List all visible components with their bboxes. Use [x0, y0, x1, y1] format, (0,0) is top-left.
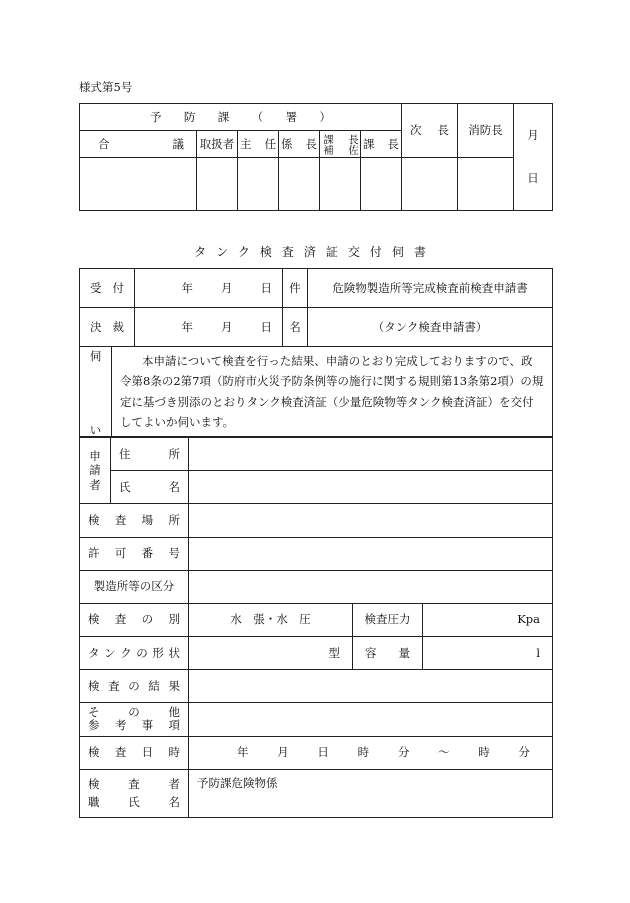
stamp-assistant-chief[interactable] — [320, 158, 361, 211]
subject-line-1: 危険物製造所等完成検査前検査申請書 — [308, 269, 553, 308]
inspection-result-label: 検 査 の 結 果 — [80, 670, 189, 703]
capacity-label: 容 量 — [353, 637, 423, 670]
capacity-value[interactable]: l — [423, 637, 553, 670]
name-label: 氏 名 — [111, 471, 189, 504]
permit-number-label: 許 可 番 号 — [80, 537, 189, 570]
stamp-section-chief[interactable] — [279, 158, 320, 211]
handler-header: 取扱者 — [197, 131, 238, 158]
other-notes-label: そ の 他 参 考 事 項 — [80, 703, 189, 736]
stamp-consultation[interactable] — [80, 158, 197, 211]
subject-line-2: （タンク検査申請書） — [308, 308, 553, 347]
address-label: 住 所 — [111, 438, 189, 471]
tank-shape-value[interactable]: 型 — [189, 637, 353, 670]
subject-label-1: 件 — [283, 269, 308, 308]
stamp-chief[interactable] — [238, 158, 279, 211]
stamp-vice-director[interactable] — [402, 158, 458, 211]
month-day-cell: 月 日 — [514, 104, 553, 211]
received-label: 受 付 — [80, 269, 135, 308]
consultation-header: 合 議 — [80, 131, 197, 158]
facility-class-value[interactable] — [189, 570, 553, 603]
inspector-label: 検 査 者 職 氏 名 — [80, 769, 189, 817]
inspection-datetime-value[interactable]: 年 月 日 時 分 ～ 時 分 — [189, 736, 553, 769]
other-notes-value[interactable] — [189, 703, 553, 736]
applicant-group-label: 申 請 者 — [80, 438, 111, 504]
assistant-chief-header: 課補 長佐 — [320, 131, 361, 158]
received-date[interactable]: 年 月 日 — [135, 269, 283, 308]
address-value[interactable] — [189, 438, 553, 471]
fire-chief-header: 消防長 — [458, 104, 514, 158]
inspection-type-value: 水 張・水 圧 — [189, 603, 353, 636]
subject-label-2: 名 — [283, 308, 308, 347]
details-table — [79, 437, 553, 818]
pressure-label: 検査圧力 — [353, 603, 423, 636]
inspection-place-label: 検 査 場 所 — [80, 504, 189, 537]
dept-header: 予 防 課 （ 署 ） — [80, 104, 402, 131]
inquiry-table — [79, 346, 553, 437]
stamp-handler[interactable] — [197, 158, 238, 211]
name-value[interactable] — [189, 471, 553, 504]
decided-label: 決 裁 — [80, 308, 135, 347]
section-chief-header: 係 長 — [279, 131, 320, 158]
document-title: タンク検査済証交付伺書 — [194, 245, 436, 259]
stamp-division-chief[interactable] — [361, 158, 402, 211]
tank-shape-label: タ ン ク の 形 状 — [80, 637, 189, 670]
inspection-place-value[interactable] — [189, 504, 553, 537]
decided-date[interactable]: 年 月 日 — [135, 308, 283, 347]
approval-table — [79, 103, 553, 211]
division-chief-header: 課 長 — [361, 131, 402, 158]
pressure-value[interactable]: Kpa — [423, 603, 553, 636]
inspection-datetime-label: 検 査 日 時 — [80, 736, 189, 769]
permit-number-value[interactable] — [189, 537, 553, 570]
stamp-fire-chief[interactable] — [458, 158, 514, 211]
inspection-result-value[interactable] — [189, 670, 553, 703]
inspection-type-label: 検 査 の 別 — [80, 603, 189, 636]
inquiry-label: 伺 い — [80, 347, 112, 437]
facility-class-label: 製造所等の区分 — [80, 570, 189, 603]
inquiry-text: 本申請について検査を行った結果、申請のとおり完成しておりますので、政令第8条の2第7項（防府市火災予防条例等の施行に関する規則第13条第2項）の規定に基づき別添のとおりタンク検査済証（少量危険物等タンク検査済証）を交付してよいか伺います。 — [112, 347, 553, 437]
inspector-value[interactable]: 予防課危険物係 — [189, 769, 553, 817]
chief-header: 主 任 — [238, 131, 279, 158]
vice-director-header: 次 長 — [402, 104, 458, 158]
form-number: 様式第5号 — [79, 80, 133, 94]
receipt-table — [79, 268, 553, 347]
